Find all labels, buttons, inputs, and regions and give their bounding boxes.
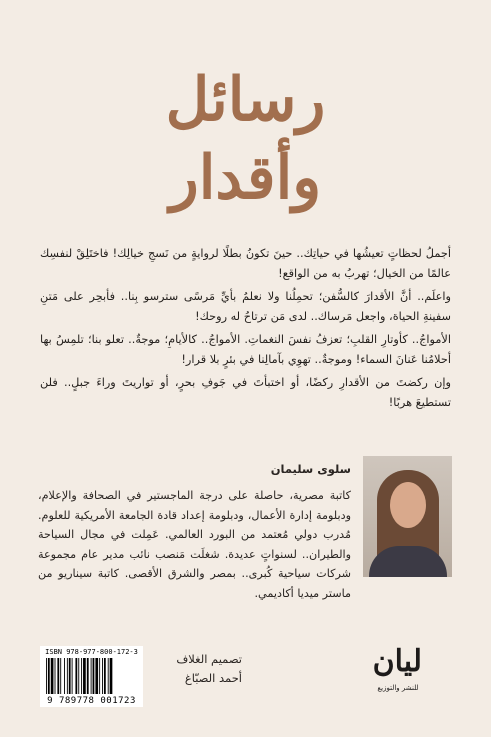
book-title-line1: رسائل	[165, 65, 326, 135]
blurb-paragraph: واعلَم.. أنَّ الأقدارَ كالسُّفن؛ تحمِلُنا ولا نعلمُ بأيِّ مَرسًى سترسو بِنا.. فأبحِر على مَتنِ سفينةِ الحياة، واجعل مَرساك.. لدى مَن ترتاحُ له روحك!	[40, 290, 451, 323]
author-photo	[363, 456, 452, 577]
publisher-logo	[374, 640, 422, 708]
isbn-label: ISBN 978-977-800-172-3	[45, 648, 138, 656]
publisher-subtitle: للنشر والتوزيع	[377, 684, 419, 692]
barcode-number: 9 789778 001723	[47, 696, 136, 706]
blurb-paragraph: وإن ركضتَ من الأقدارِ ركضًا، أو اختبأتَ في جَوفِ بحرٍ، أو تواريتَ وراءَ جبلٍ.. فلن تستطيعَ هربًا!	[40, 376, 451, 409]
blurb-paragraph: أجملُ لحظاتٍ تعيشُها في حياتِك.. حينَ تكونُ بطلًا لروايةٍ من نَسجِ خيالِك! فاختَلِقْ لنفسِك عالمًا من الخيال؛ تهربُ به من الواقع!	[40, 247, 451, 280]
blurb-paragraph: الأمواجُ.. كأوتارِ القلبِ؛ تعزفُ نفسَ النغماتِ. الأمواجُ.. كالأيامِ؛ موجةٌ.. تعلو بنا؛ تلمِسُ بها أحلامُنا عَنانَ السماء! وموجةٌ.. تهوِي بآمالِنا في بئرٍ بلا قرار!	[40, 333, 451, 366]
isbn-barcode	[40, 646, 143, 707]
publisher-mark: ليان	[372, 644, 422, 679]
author-bio: كاتبة مصرية، حاصلة على درجة الماجستير في الصحافة والإعلام، ودبلومة إدارة الأعمال، ودبلومة إعداد قادة الجامعة الأمريكية للعلوم. مُدرب دولي مُعتمد من البورد العالمي. عَمِلت في مجال السياحة والطيران.. لسنواتٍ عديدة. شغلَت مَنصب نائب مدير عام مجموعة شركات سياحية كُبرى.. بمصر والشرق الأقصى. كاتبة سيناريو من ماستر ميديا أكاديمي.	[38, 489, 351, 600]
cover-design-label: تصميم الغلاف	[176, 652, 242, 666]
blurb	[40, 244, 451, 416]
barcode-bars	[46, 658, 136, 694]
cover-credit	[162, 650, 242, 688]
cover-designer-name: أحمد الصبّاغ	[184, 671, 242, 685]
author-name: سلوى سليمان	[270, 462, 351, 476]
book-title-line2: وأقدار	[169, 143, 322, 213]
